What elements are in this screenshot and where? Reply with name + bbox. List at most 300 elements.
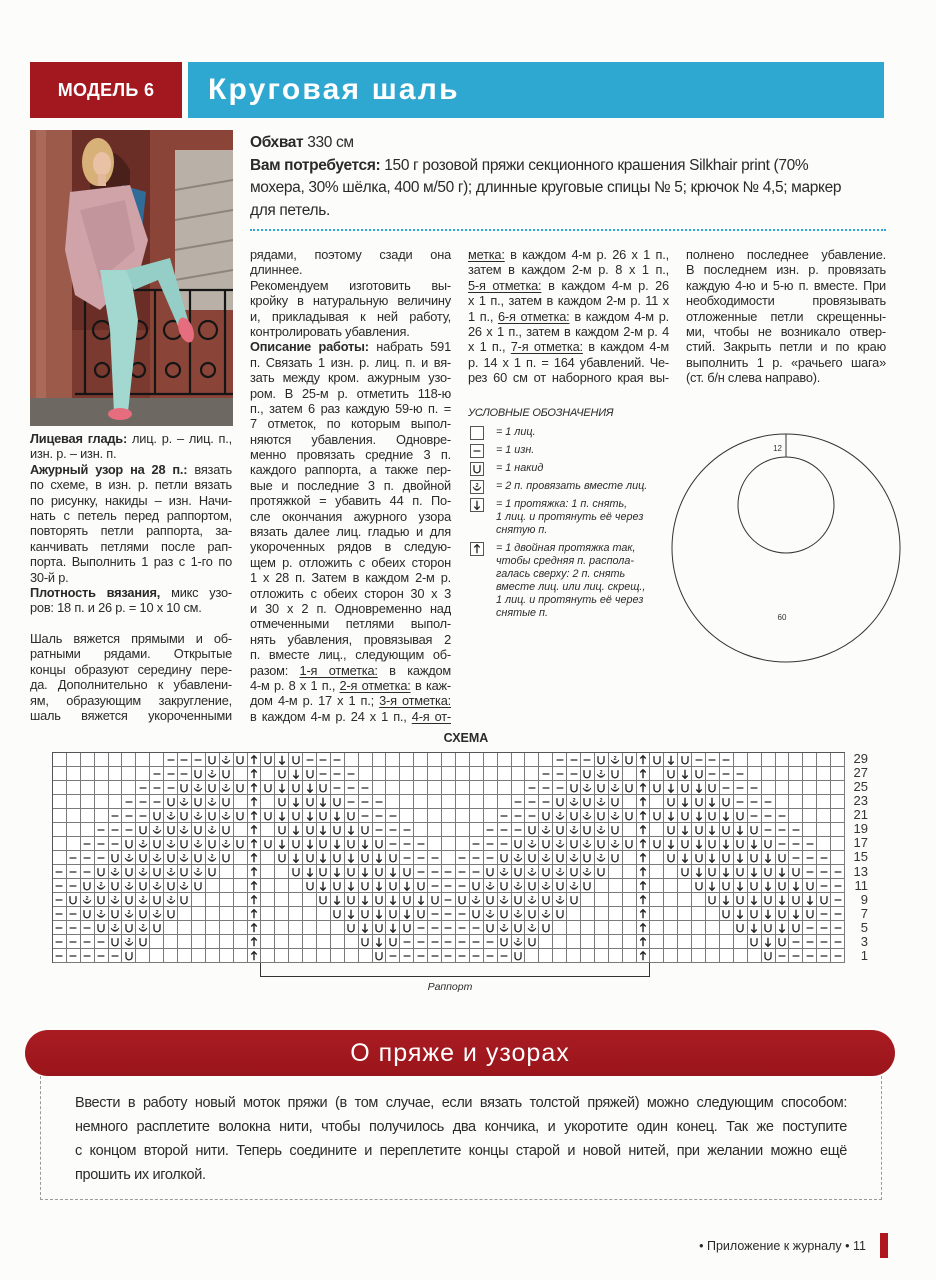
purl-icon — [790, 852, 802, 864]
yarn-over-cell — [150, 809, 164, 823]
yarn-over-cell — [386, 907, 400, 921]
slip-knit-pass-cell — [373, 935, 387, 949]
purl-icon — [123, 824, 135, 836]
slip-knit-pass-icon — [304, 782, 316, 794]
yarn-over-icon — [470, 908, 482, 920]
legend-text: = 1 протяжка: 1 п. снять, — [496, 498, 628, 510]
purl-cell — [817, 907, 831, 921]
yarn-over-icon — [484, 866, 496, 878]
purl-cell — [81, 837, 95, 851]
knit-cell — [345, 753, 359, 767]
yarn-over-cell — [706, 893, 720, 907]
text: ям, образующим закругление, — [30, 692, 232, 708]
text: отложенные петли скрещенны- — [686, 308, 886, 324]
purl-cell — [345, 767, 359, 781]
purl-cell — [470, 865, 484, 879]
purl-icon — [345, 768, 357, 780]
yarn-over-cell — [192, 795, 206, 809]
purl-icon — [123, 810, 135, 822]
text: ратными рядами. Открытые — [30, 646, 232, 662]
svg-text:2: 2 — [141, 867, 145, 874]
knit-two-together-cell — [498, 921, 512, 935]
yarn-over-cell — [289, 781, 303, 795]
knit-two-together-icon — [123, 880, 135, 892]
purl-icon — [387, 810, 399, 822]
purl-icon — [415, 852, 427, 864]
slip-knit-pass-cell — [303, 781, 317, 795]
slip-knit-pass-cell — [359, 921, 373, 935]
double-decrease-icon — [248, 796, 260, 808]
svg-text:2: 2 — [182, 797, 187, 804]
yarn-over-icon — [762, 894, 774, 906]
text-line — [30, 708, 232, 723]
knit-cell — [373, 753, 387, 767]
double-decrease-icon — [637, 866, 649, 878]
text: отложить с обеих сторон 30 х 3 — [250, 585, 451, 601]
svg-text:2: 2 — [127, 937, 131, 944]
knit-cell — [53, 781, 67, 795]
knit-cell — [53, 851, 67, 865]
purl-icon — [498, 950, 510, 962]
knit-cell — [706, 921, 720, 935]
text-line — [250, 493, 451, 508]
knit-cell — [428, 781, 442, 795]
purl-icon — [81, 852, 93, 864]
slip-knit-pass-cell — [678, 795, 692, 809]
double-decrease-icon — [248, 908, 260, 920]
yarn-over-icon — [720, 796, 732, 808]
text: зать между кром. ажурным узо- — [250, 370, 451, 386]
knit-two-together-cell — [109, 921, 123, 935]
yarn-over-icon — [345, 866, 357, 878]
slip-knit-pass-icon — [331, 894, 343, 906]
knit-two-together-cell — [553, 809, 567, 823]
yarn-over-cell — [150, 893, 164, 907]
slip-knit-pass-icon — [734, 852, 746, 864]
double-decrease-cell — [637, 795, 651, 809]
purl-cell — [456, 879, 470, 893]
yarn-over-icon — [581, 824, 593, 836]
purl-cell — [53, 865, 67, 879]
slip-knit-pass-icon — [290, 768, 302, 780]
knit-two-together-icon — [220, 782, 232, 794]
text: 330 см — [303, 134, 354, 151]
slip-knit-pass-cell — [776, 921, 790, 935]
yarn-over-icon — [81, 908, 93, 920]
knit-two-together-icon — [95, 908, 107, 920]
purl-icon — [81, 866, 93, 878]
purl-cell — [789, 823, 803, 837]
yarn-over-icon — [748, 852, 760, 864]
yarn-over-cell — [720, 879, 734, 893]
text: с концом второй нити. Теперь соедините и переплетите концы старой и новой нитей, при желании можно ещё — [75, 1143, 847, 1159]
yarn-over-cell — [317, 809, 331, 823]
yarn-over-cell — [150, 865, 164, 879]
text-line — [250, 416, 451, 431]
text: п. Связать 1 изн. р. лиц. п. и вя- — [250, 354, 451, 370]
purl-icon — [498, 824, 510, 836]
purl-cell — [53, 879, 67, 893]
yarn-over-cell — [122, 837, 136, 851]
offset-label: 12 — [773, 444, 782, 453]
yarn-over-icon — [373, 950, 385, 962]
text: нять убавления, провязывая 2 — [250, 631, 451, 647]
rapport-label: Раппорт — [427, 981, 473, 993]
purl-cell — [803, 949, 817, 963]
knit-two-together-cell — [122, 851, 136, 865]
knit-cell — [164, 949, 178, 963]
slip-knit-pass-icon — [790, 880, 802, 892]
slip-knit-pass-cell — [803, 893, 817, 907]
knit-cell — [539, 753, 553, 767]
yarn-over-icon — [706, 782, 718, 794]
yarn-over-cell — [525, 823, 539, 837]
slip-knit-pass-cell — [734, 907, 748, 921]
slip-knit-pass-cell — [373, 907, 387, 921]
text: протяжкой = убавить 44 п. По- — [250, 493, 451, 509]
purl-icon — [470, 922, 482, 934]
legend-text: снятые п. — [496, 607, 548, 619]
yarn-over-icon — [804, 880, 816, 892]
yarn-over-icon — [720, 824, 732, 836]
purl-icon — [53, 866, 65, 878]
double-decrease-cell — [248, 753, 262, 767]
underlined-text: 3-я отметка: — [379, 693, 451, 709]
slip-knit-pass-icon — [693, 866, 705, 878]
text: х 1 п., затем в каждом 2-м р. 11 х — [468, 293, 669, 309]
yarn-over-cell — [525, 935, 539, 949]
yarn-over-cell — [664, 795, 678, 809]
slip-knit-pass-cell — [275, 837, 289, 851]
svg-text:2: 2 — [169, 839, 173, 846]
text-line — [30, 477, 232, 492]
purl-cell — [567, 767, 581, 781]
yarn-over-icon — [304, 796, 316, 808]
yarn-over-icon — [109, 852, 121, 864]
double-decrease-cell — [248, 851, 262, 865]
purl-icon — [720, 782, 732, 794]
yarn-over-cell — [567, 865, 581, 879]
purl-icon — [373, 796, 385, 808]
purl-cell — [345, 795, 359, 809]
knit-cell — [484, 795, 498, 809]
purl-cell — [81, 935, 95, 949]
text-line — [468, 293, 669, 308]
bold-text: Ажурный узор на 28 п.: — [30, 461, 188, 477]
knit-two-together-cell — [136, 921, 150, 935]
yarn-over-icon — [123, 838, 135, 850]
knit-cell — [373, 767, 387, 781]
knit-cell — [609, 893, 623, 907]
purl-icon — [804, 922, 816, 934]
slip-knit-pass-cell — [386, 921, 400, 935]
purl-icon — [706, 768, 718, 780]
yarn-over-cell — [178, 865, 192, 879]
yarn-over-cell — [317, 893, 331, 907]
purl-cell — [81, 865, 95, 879]
yarn-over-cell — [484, 921, 498, 935]
yarn-over-cell — [220, 851, 234, 865]
yarn-over-icon — [137, 936, 149, 948]
yarn-over-icon — [192, 852, 204, 864]
yarn-over-icon — [220, 852, 232, 864]
yarn-over-cell — [553, 879, 567, 893]
yarn-over-icon — [178, 810, 190, 822]
knit-cell — [67, 795, 81, 809]
knit-cell — [53, 795, 67, 809]
double-decrease-icon — [248, 950, 260, 962]
purl-icon — [109, 950, 121, 962]
double-decrease-cell — [637, 767, 651, 781]
knit-cell — [414, 767, 428, 781]
yarn-over-cell — [122, 893, 136, 907]
svg-text:2: 2 — [210, 853, 214, 860]
purl-icon — [151, 768, 163, 780]
yarn-over-cell — [595, 837, 609, 851]
row-number: 13 — [853, 863, 868, 879]
purl-icon — [456, 852, 468, 864]
knit-cell — [817, 837, 831, 851]
knit-two-together-cell — [164, 837, 178, 851]
purl-icon — [317, 754, 329, 766]
knit-cell — [664, 879, 678, 893]
svg-text:2: 2 — [113, 895, 117, 902]
knit-cell — [678, 879, 692, 893]
yarn-over-cell — [692, 879, 706, 893]
purl-cell — [95, 935, 109, 949]
yarn-over-icon — [693, 852, 705, 864]
knit-two-together-cell — [136, 865, 150, 879]
purl-icon — [818, 936, 830, 948]
slip-knit-pass-cell — [734, 823, 748, 837]
slip-knit-pass-icon — [720, 894, 732, 906]
text: мохера, 30% шёлка, 400 м/50 г); длинные круговые спицы № 5; крючок № 4,5; маркер — [250, 179, 842, 196]
yarn-over-cell — [359, 823, 373, 837]
yarn-over-cell — [206, 781, 220, 795]
knit-cell — [206, 921, 220, 935]
purl-icon — [81, 922, 93, 934]
svg-text:2: 2 — [141, 923, 145, 930]
yarn-over-cell — [122, 921, 136, 935]
yarn-over-icon — [151, 810, 163, 822]
text-line — [468, 278, 669, 293]
knit-two-together-cell — [206, 823, 220, 837]
yarn-over-icon — [693, 824, 705, 836]
knit-cell — [650, 893, 664, 907]
purl-icon — [818, 866, 830, 878]
knit-cell — [206, 893, 220, 907]
text-line — [686, 293, 886, 308]
text: менно провязать средние 3 п. — [250, 447, 451, 463]
yarn-over-icon — [540, 866, 552, 878]
text-line — [250, 693, 451, 708]
bold-text: Плотность вязания, — [30, 584, 161, 600]
knit-two-together-icon — [568, 880, 580, 892]
knit-cell — [206, 949, 220, 963]
knit-cell — [595, 879, 609, 893]
yarn-over-cell — [762, 949, 776, 963]
text-line — [75, 1091, 847, 1115]
purl-icon — [53, 950, 65, 962]
knit-cell — [498, 753, 512, 767]
knit-cell — [442, 851, 456, 865]
knit-two-together-cell — [220, 753, 234, 767]
knit-two-together-icon — [595, 852, 607, 864]
knit-cell — [178, 907, 192, 921]
knit-cell — [275, 935, 289, 949]
svg-text:2: 2 — [488, 909, 492, 916]
knit-cell — [442, 823, 456, 837]
knit-cell — [817, 809, 831, 823]
slip-knit-pass-icon — [720, 838, 732, 850]
yarn-over-icon — [484, 894, 496, 906]
yarn-over-cell — [206, 865, 220, 879]
yarn-over-cell — [525, 879, 539, 893]
slip-knit-pass-cell — [678, 767, 692, 781]
slip-knit-pass-icon — [276, 810, 288, 822]
purl-cell — [734, 767, 748, 781]
knit-cell — [525, 949, 539, 963]
yarn-over-cell — [581, 851, 595, 865]
knit-cell — [498, 767, 512, 781]
knit-two-together-icon — [151, 852, 163, 864]
purl-cell — [53, 935, 67, 949]
svg-text:2: 2 — [572, 853, 576, 860]
purl-icon — [95, 824, 107, 836]
slip-knit-pass-cell — [748, 865, 762, 879]
knit-cell — [95, 795, 109, 809]
yarn-over-icon — [540, 810, 552, 822]
knit-cell — [484, 809, 498, 823]
yarn-over-icon — [276, 796, 288, 808]
knit-cell — [498, 795, 512, 809]
yarn-over-cell — [67, 893, 81, 907]
knit-cell — [553, 921, 567, 935]
knit-cell — [817, 795, 831, 809]
purl-cell — [456, 865, 470, 879]
knit-cell — [275, 907, 289, 921]
purl-cell — [428, 921, 442, 935]
text: 150 г розовой пряжи секционного крашения Silkhair print (70% — [380, 156, 809, 174]
yarn-over-cell — [776, 879, 790, 893]
slip-knit-pass-cell — [776, 865, 790, 879]
yarn-over-cell — [345, 837, 359, 851]
purl-icon — [429, 852, 441, 864]
knit-two-together-cell — [567, 851, 581, 865]
knit-cell — [150, 949, 164, 963]
text-line — [250, 339, 451, 354]
knit-two-together-cell — [553, 865, 567, 879]
yarn-over-icon — [679, 838, 691, 850]
row-number: 11 — [854, 877, 868, 893]
knit-cell — [414, 781, 428, 795]
knit-cell — [220, 921, 234, 935]
svg-text:2: 2 — [182, 825, 187, 832]
yarn-over-cell — [345, 865, 359, 879]
yarn-over-cell — [359, 907, 373, 921]
knit-two-together-icon — [512, 852, 524, 864]
purl-icon — [818, 950, 830, 962]
knit-cell — [664, 893, 678, 907]
knit-two-together-icon — [526, 922, 538, 934]
knit-two-together-icon — [137, 894, 149, 906]
yarn-over-icon — [790, 922, 802, 934]
text: 30-й р. — [30, 569, 69, 585]
knit-two-together-icon — [109, 866, 121, 878]
yarn-over-icon — [776, 908, 788, 920]
knit-cell — [331, 949, 345, 963]
yarn-over-icon — [123, 922, 135, 934]
purl-icon — [734, 768, 746, 780]
knit-cell — [234, 865, 248, 879]
svg-text:2: 2 — [155, 909, 159, 916]
symbol-legend — [468, 407, 668, 627]
yarn-over-icon — [95, 866, 107, 878]
slip-knit-pass-cell — [289, 823, 303, 837]
knit-cell — [831, 823, 845, 837]
purl-cell — [762, 823, 776, 837]
knit-cell — [456, 809, 470, 823]
svg-text:2: 2 — [585, 811, 589, 818]
page-footer — [640, 1239, 866, 1253]
yarn-over-icon — [498, 936, 510, 948]
purl-cell — [525, 781, 539, 795]
svg-text:2: 2 — [599, 769, 603, 776]
svg-text:2: 2 — [155, 853, 159, 860]
row-number: 15 — [853, 849, 868, 865]
yarn-over-cell — [373, 837, 387, 851]
slip-knit-pass-icon — [720, 810, 732, 822]
yarn-over-cell — [289, 865, 303, 879]
knit-cell — [706, 949, 720, 963]
purl-icon — [456, 950, 468, 962]
purl-cell — [67, 907, 81, 921]
purl-icon — [456, 866, 468, 878]
yarn-over-icon — [331, 880, 343, 892]
purl-icon — [331, 782, 343, 794]
purl-icon — [748, 810, 760, 822]
purl-icon — [832, 936, 844, 948]
knit-cell — [109, 795, 123, 809]
knit-two-together-icon — [554, 866, 566, 878]
purl-cell — [748, 781, 762, 795]
slip-knit-pass-cell — [331, 865, 345, 879]
knit-two-together-cell — [512, 935, 526, 949]
yarn-over-cell — [122, 949, 136, 963]
yarn-over-icon — [693, 768, 705, 780]
knit-cell — [456, 767, 470, 781]
yarn-over-cell — [664, 767, 678, 781]
svg-text:2: 2 — [182, 853, 187, 860]
purl-icon — [401, 936, 413, 948]
knit-cell — [803, 795, 817, 809]
text: Шаль вяжется прямыми и об- — [30, 631, 232, 647]
text-line — [250, 370, 451, 385]
knit-cell — [109, 781, 123, 795]
yarn-over-cell — [734, 837, 748, 851]
knit-cell — [512, 753, 526, 767]
yarn-over-cell — [539, 865, 553, 879]
purl-icon — [818, 908, 830, 920]
text-line — [250, 278, 451, 293]
knit-cell — [234, 795, 248, 809]
slip-knit-pass-cell — [678, 851, 692, 865]
purl-icon — [442, 936, 454, 948]
yarn-over-cell — [192, 851, 206, 865]
purl-icon — [67, 908, 79, 920]
purl-cell — [150, 781, 164, 795]
text-line — [468, 247, 669, 262]
